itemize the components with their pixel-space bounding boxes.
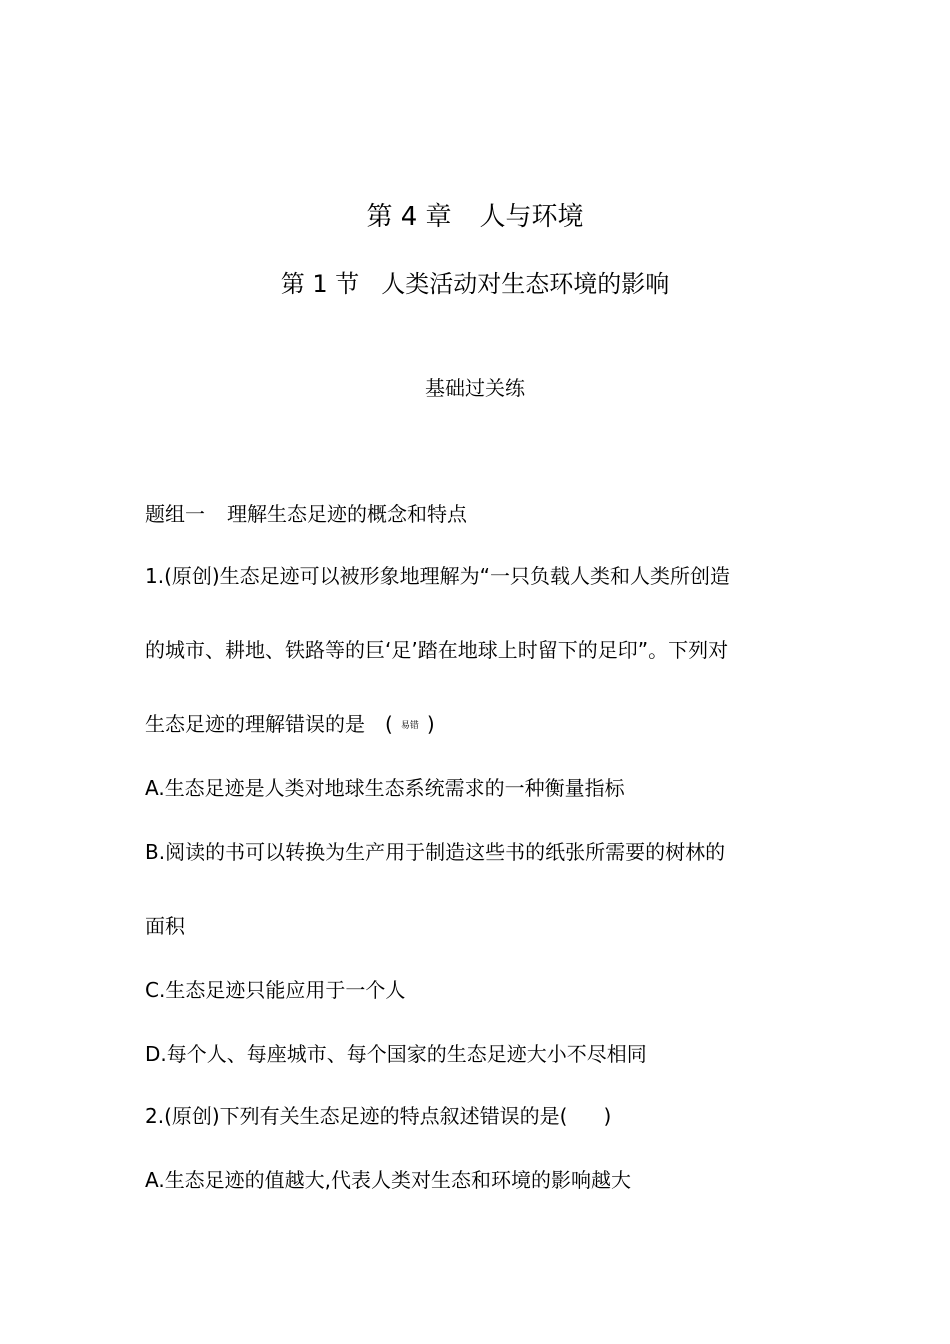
section-number: 第 1 节 [280, 270, 360, 298]
q1-stem-line3 [145, 710, 435, 740]
q2-option-a: A.生态足迹的值越大,代表人类对生态和环境的影响越大 [145, 1168, 632, 1192]
q1-stem-line2: 的城市、耕地、铁路等的巨‘足’踏在地球上时留下的足印”。下列对 [145, 638, 729, 662]
q1-option-a: A.生态足迹是人类对地球生态系统需求的一种衡量指标 [145, 776, 625, 800]
q1-option-c: C.生态足迹只能应用于一个人 [145, 978, 406, 1002]
question-group-heading [145, 500, 467, 528]
q1-answer-close-paren: ) [426, 712, 435, 736]
q1-option-d: D.每个人、每座城市、每个国家的生态足迹大小不尽相同 [145, 1042, 647, 1066]
q1-option-b-line1: B.阅读的书可以转换为生产用于制造这些书的纸张所需要的树林的 [145, 840, 726, 864]
q1-stem-line1: 1.(原创)生态足迹可以被形象地理解为“一只负载人类和人类所创造 [145, 564, 731, 588]
section-title [0, 268, 950, 300]
q1-stem-text: 生态足迹的理解错误的是 [145, 712, 365, 736]
practice-title: 基础过关练 [425, 376, 525, 400]
group-label: 题组一 [145, 502, 205, 526]
q2-stem-text: 2.(原创)下列有关生态足迹的特点叙述错误的是( [145, 1104, 568, 1128]
chapter-title [0, 200, 950, 234]
q1-answer-open-paren: ( [385, 712, 393, 736]
chapter-name: 人与环境 [479, 202, 584, 232]
group-topic: 理解生态足迹的概念和特点 [227, 502, 467, 526]
q2-stem [145, 1102, 611, 1130]
q1-option-b-line2: 面积 [145, 914, 185, 938]
q2-answer-close-paren: ) [603, 1104, 612, 1128]
chapter-number: 第 4 章 [366, 202, 452, 232]
section-name: 人类活动对生态环境的影响 [381, 270, 670, 298]
error-prone-tag: 易错 [400, 720, 419, 731]
